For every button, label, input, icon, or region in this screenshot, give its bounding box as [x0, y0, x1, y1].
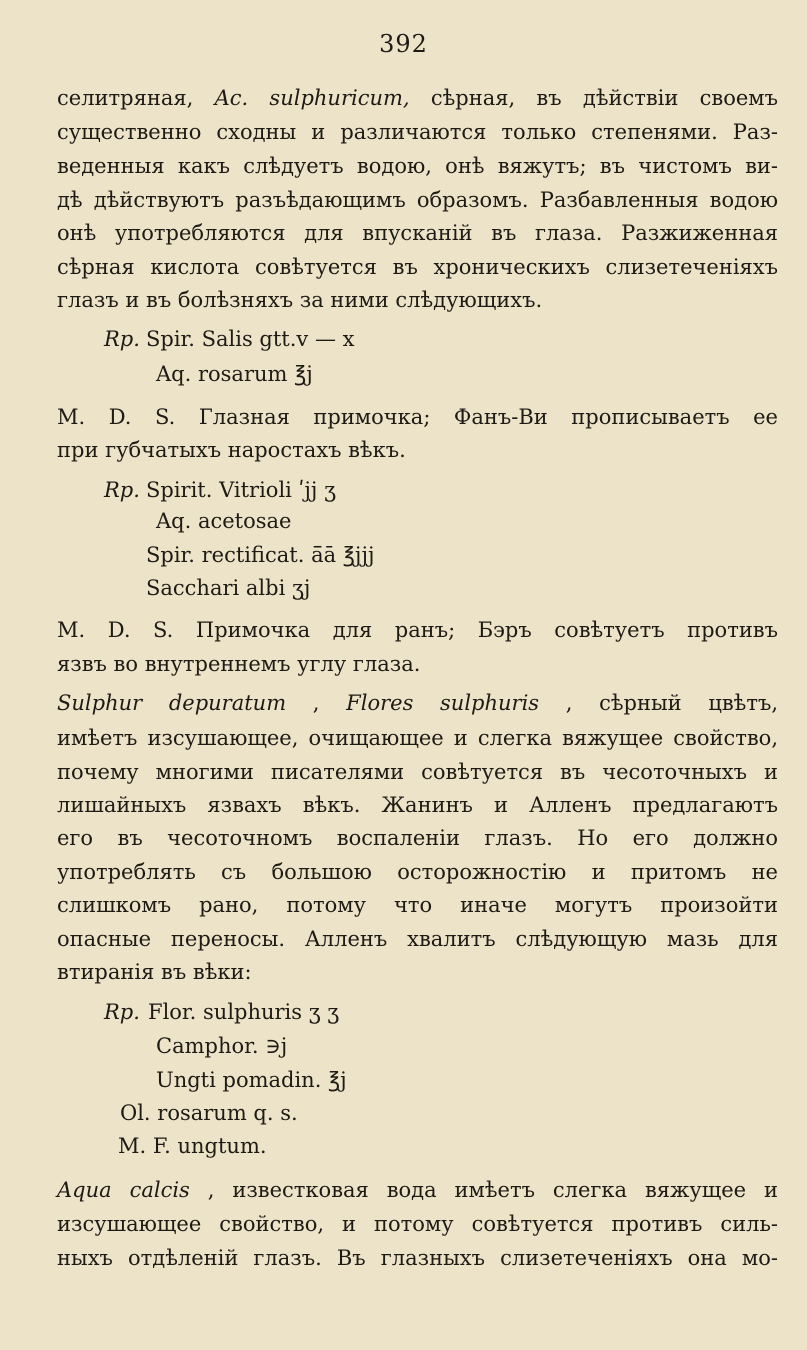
paragraph-5-line-3: ныхъ отдѣленій глазъ. Въ глазныхъ слизетеченіяхъ она мо-: [57, 1246, 778, 1270]
recipe-2-line-2: Aq. acetosae: [156, 509, 292, 533]
paragraph-4-line-1: [57, 688, 778, 718]
paragraph-2-line-1: M. D. S. Глазная примочка; Фанъ-Ви прописываетъ ее: [57, 405, 778, 429]
paragraph-1-line-1: [57, 83, 778, 113]
paragraph-3-line-1: [57, 615, 778, 645]
paragraph-1-line-5: онѣ употребляются для впусканій въ глаза. Разжиженная: [57, 221, 778, 245]
recipe-3-line-1: Flor. sulphuris ʒ ʒ: [148, 1000, 340, 1024]
paragraph-4-line-6: употреблять съ большою осторожностію и притомъ не: [57, 860, 778, 884]
recipe-1-rp: Rp.: [104, 327, 140, 351]
paragraph-5-line-2: изсушающее свойство, и потому совѣтуется противъ силь-: [57, 1212, 778, 1236]
latin-term: Flores sulphuris: [346, 691, 540, 715]
text-span: , известковая вода имѣетъ слегка вяжущее и: [207, 1178, 778, 1202]
paragraph-1-line-2: существенно сходны и различаются только степенями. Раз-: [57, 120, 778, 144]
paragraph-4-line-3: почему многими писателями совѣтуется въ чесоточныхъ и: [57, 760, 778, 784]
text-span: сѣрная, въ дѣйствіи своемъ: [430, 86, 779, 110]
paragraph-1-line-7: глазъ и въ болѣзняхъ за ними слѣдующихъ.: [57, 288, 543, 312]
paragraph-3-line-2: язвъ во внутреннемъ углу глаза.: [57, 652, 421, 676]
text-span: ,: [312, 691, 320, 715]
page-number: 392: [379, 30, 428, 58]
paragraph-1-line-3: веденныя какъ слѣдуетъ водою, онѣ вяжутъ; въ чистомъ ви-: [57, 154, 778, 178]
paragraph-4-line-5: его въ чесоточномъ воспаленіи глазъ. Но его должно: [57, 826, 778, 850]
latin-term: Sulphur depuratum: [57, 691, 287, 715]
paragraph-4-line-7: слишкомъ рано, потому что иначе могутъ произойти: [57, 893, 778, 917]
recipe-2-line-4: Sacchari albi ʒj: [146, 576, 311, 600]
paragraph-1-line-6: сѣрная кислота совѣтуется въ хроническихъ слизетеченіяхъ: [57, 255, 778, 279]
recipe-2-rp: Rp.: [104, 478, 140, 502]
text-span: , сѣрный цвѣтъ,: [565, 691, 778, 715]
recipe-3-line-3: Ungti pomadin. ℥j: [156, 1068, 347, 1092]
recipe-1-line-1: Spir. Salis gtt.v — x: [146, 327, 355, 351]
recipe-3-line-4: Ol. rosarum q. s.: [120, 1101, 298, 1125]
text-span: селитряная,: [57, 86, 194, 110]
latin-term: Aqua calcis: [57, 1178, 190, 1202]
latin-term: Ac. sulphuricum,: [214, 86, 410, 110]
text-span: M. D. S. Примочка для ранъ; Бэръ совѣтуетъ противъ: [57, 618, 778, 642]
paragraph-4-line-4: лишайныхъ язвахъ вѣкъ. Жанинъ и Алленъ предлагаютъ: [57, 793, 778, 817]
paragraph-2-line-2: при губчатыхъ наростахъ вѣкъ.: [57, 438, 406, 462]
recipe-3-line-5: M. F. ungtum.: [118, 1134, 267, 1158]
paragraph-4-line-2: имѣетъ изсушающее, очищающее и слегка вяжущее свойство,: [57, 726, 778, 750]
recipe-3-rp: Rp.: [104, 1000, 140, 1024]
recipe-2-line-3: Spir. rectificat. ā̄ā ℥jjj: [146, 543, 375, 567]
recipe-1-line-2: Aq. rosarum ℥j: [156, 362, 313, 386]
recipe-3-line-2: Camphor. ∋j: [156, 1034, 288, 1058]
recipe-2-line-1: Spirit. Vitrioli ʹjj ʒ: [146, 478, 336, 502]
paragraph-4-line-8: опасные переносы. Алленъ хвалитъ слѣдующую мазь для: [57, 927, 778, 951]
paragraph-1-line-4: дѣ дѣйствуютъ разъѣдающимъ образомъ. Разбавленныя водою: [57, 188, 778, 212]
paragraph-5-line-1: [57, 1175, 778, 1205]
paragraph-4-line-9: втиранія въ вѣки:: [57, 960, 252, 984]
